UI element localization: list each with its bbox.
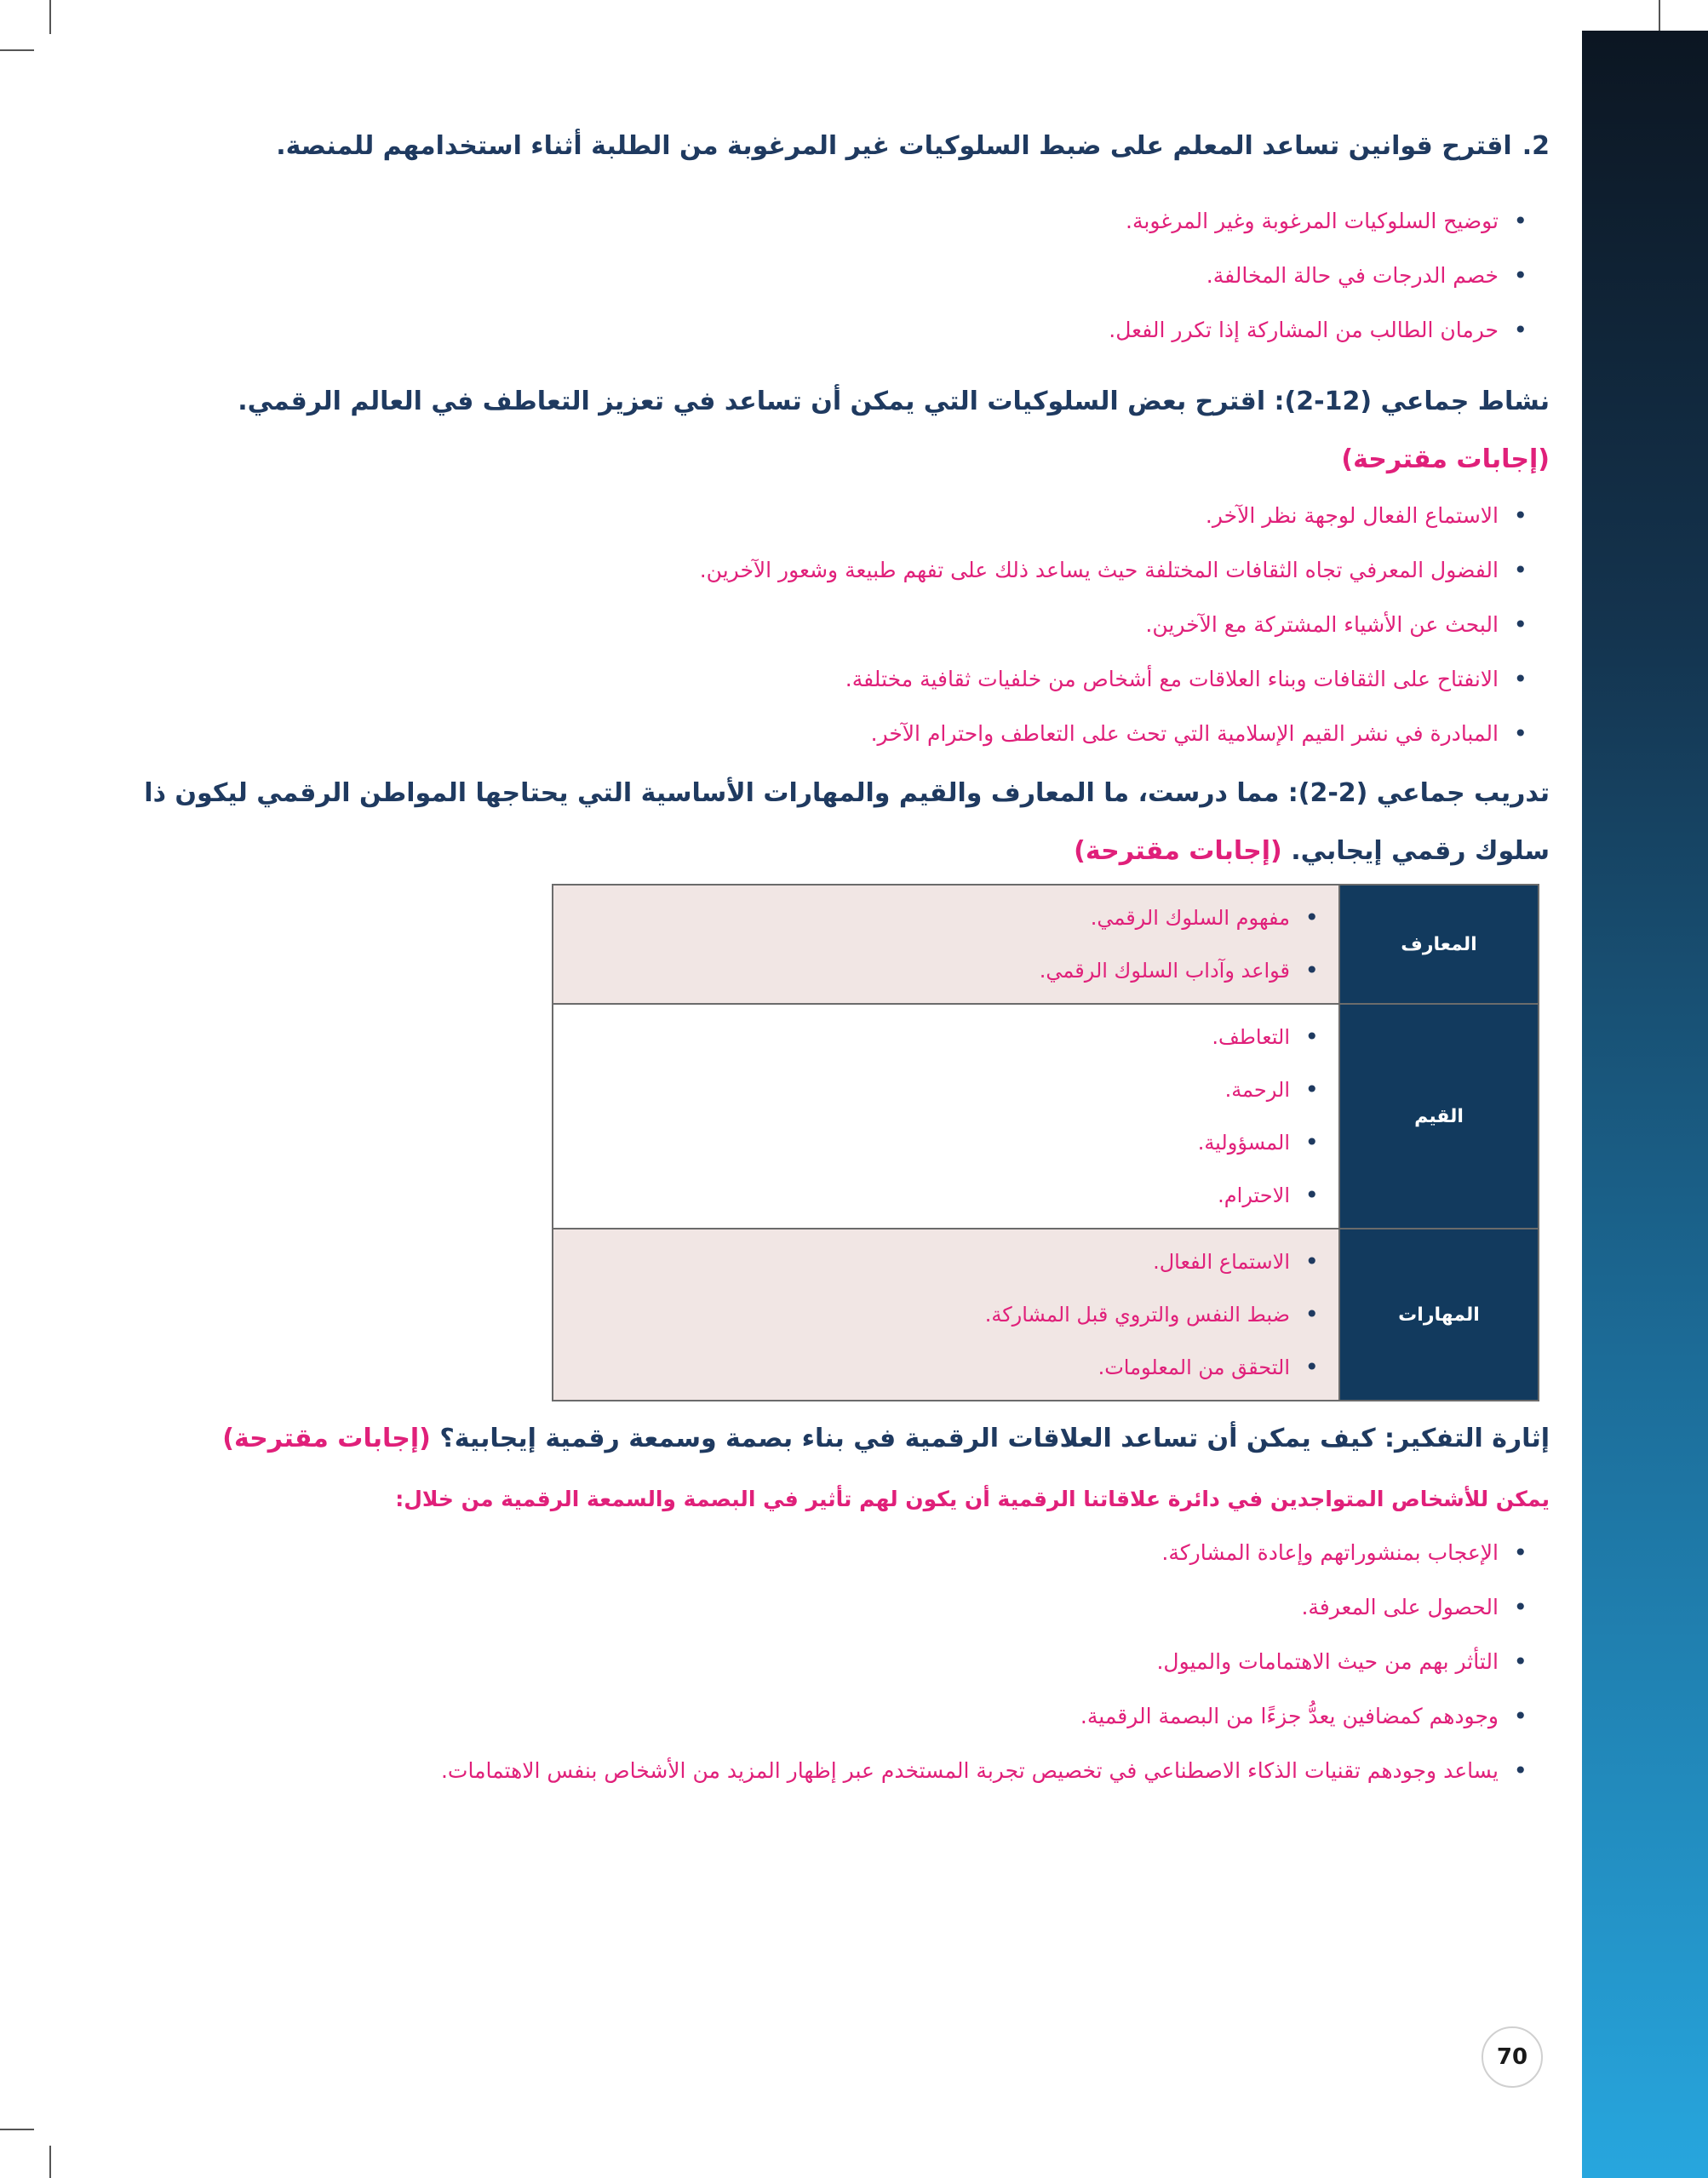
list-item: • قواعد وآداب السلوك الرقمي. bbox=[554, 944, 1319, 997]
list-item: • المبادرة في نشر القيم الإسلامية التي تحث على التعاطف واحترام الآخر. bbox=[136, 707, 1527, 761]
activity-title: نشاط جماعي (12-2): اقترح بعض السلوكيات التي يمكن أن تساعد في تعزيز التعاطف في العالم الرقمي. bbox=[238, 387, 1550, 416]
list-item: • البحث عن الأشياء المشتركة مع الآخرين. bbox=[136, 598, 1527, 652]
table-row bbox=[553, 1229, 1539, 1401]
activity-heading bbox=[136, 373, 1550, 489]
crop-mark bbox=[49, 0, 51, 34]
suggested-answers-tag: (إجابات مقترحة) bbox=[1074, 836, 1282, 866]
list-item: • ضبط النفس والتروي قبل المشاركة. bbox=[554, 1288, 1319, 1341]
question-2-answers bbox=[136, 194, 1550, 358]
suggested-answers-tag: (إجابات مقترحة) bbox=[1341, 444, 1550, 474]
question-2 bbox=[136, 119, 1550, 174]
list-item: • الاستماع الفعال لوجهة نظر الآخر. bbox=[136, 489, 1527, 543]
skills-table bbox=[552, 884, 1539, 1401]
row-label: المعارف bbox=[1339, 885, 1539, 1004]
table-row bbox=[553, 1004, 1539, 1229]
crop-mark bbox=[1659, 0, 1660, 34]
list-item: • الانفتاح على الثقافات وبناء العلاقات مع أشخاص من خلفيات ثقافية مختلفة. bbox=[136, 652, 1527, 707]
table-row bbox=[553, 885, 1539, 1004]
crop-mark bbox=[0, 2129, 34, 2130]
thinking-title: إثارة التفكير: كيف يمكن أن تساعد العلاقات الرقمية في بناء بصمة وسمعة رقمية إيجابية؟ bbox=[439, 1424, 1550, 1453]
list-item: • توضيح السلوكيات المرغوبة وغير المرغوبة. bbox=[136, 194, 1527, 249]
side-gradient-band bbox=[1582, 31, 1708, 2178]
row-cell bbox=[553, 1004, 1339, 1229]
question-number: 2. bbox=[1522, 131, 1550, 161]
list-item: • التعاطف. bbox=[554, 1011, 1319, 1063]
training-title: تدريب جماعي (2-2): مما درست، ما المعارف والقيم والمهارات الأساسية التي يحتاجها المواطن الرقمي ليكون ذا سلوك رقمي إيجابي. bbox=[144, 778, 1550, 866]
page-content bbox=[136, 119, 1550, 1814]
row-label: المهارات bbox=[1339, 1229, 1539, 1401]
suggested-answers-tag: (إجابات مقترحة) bbox=[222, 1424, 431, 1453]
activity-answers bbox=[136, 489, 1550, 761]
list-item: • التحقق من المعلومات. bbox=[554, 1341, 1319, 1394]
list-item: • خصم الدرجات في حالة المخالفة. bbox=[136, 249, 1527, 303]
page-number: 70 bbox=[1482, 2026, 1543, 2088]
row-cell bbox=[553, 885, 1339, 1004]
list-item: • وجودهم كمضافين يعدُّ جزءًا من البصمة الرقمية. bbox=[136, 1689, 1527, 1744]
training-heading bbox=[136, 765, 1550, 880]
crop-mark bbox=[0, 49, 34, 51]
list-item: • الاحترام. bbox=[554, 1169, 1319, 1222]
crop-mark bbox=[49, 2146, 51, 2178]
list-item: • التأثر بهم من حيث الاهتمامات والميول. bbox=[136, 1635, 1527, 1689]
list-item: • حرمان الطالب من المشاركة إذا تكرر الفعل. bbox=[136, 303, 1527, 358]
list-item: • الفضول المعرفي تجاه الثقافات المختلفة حيث يساعد ذلك على تفهم طبيعة وشعور الآخرين. bbox=[136, 543, 1527, 598]
question-text: اقترح قوانين تساعد المعلم على ضبط السلوكيات غير المرغوبة من الطلبة أثناء استخدامهم للمنصة. bbox=[276, 131, 1512, 161]
row-label: القيم bbox=[1339, 1004, 1539, 1229]
list-item: • الاستماع الفعال. bbox=[554, 1235, 1319, 1288]
row-cell bbox=[553, 1229, 1339, 1401]
list-item: • الحصول على المعرفة. bbox=[136, 1580, 1527, 1635]
list-item: • الإعجاب بمنشوراتهم وإعادة المشاركة. bbox=[136, 1526, 1527, 1580]
list-item: • مفهوم السلوك الرقمي. bbox=[554, 891, 1319, 944]
list-item: • المسؤولية. bbox=[554, 1116, 1319, 1169]
thinking-answers bbox=[136, 1526, 1550, 1798]
list-item: • الرحمة. bbox=[554, 1063, 1319, 1116]
list-item: • يساعد وجودهم تقنيات الذكاء الاصطناعي في تخصيص تجربة المستخدم عبر إظهار المزيد من الأشخاص بنفس الاهتمامات. bbox=[136, 1744, 1527, 1798]
thinking-intro: يمكن للأشخاص المتواجدين في دائرة علاقاتنا الرقمية أن يكون لهم تأثير في البصمة والسمعة الرقمية من خلال: bbox=[395, 1487, 1550, 1511]
thinking-heading bbox=[136, 1410, 1550, 1468]
